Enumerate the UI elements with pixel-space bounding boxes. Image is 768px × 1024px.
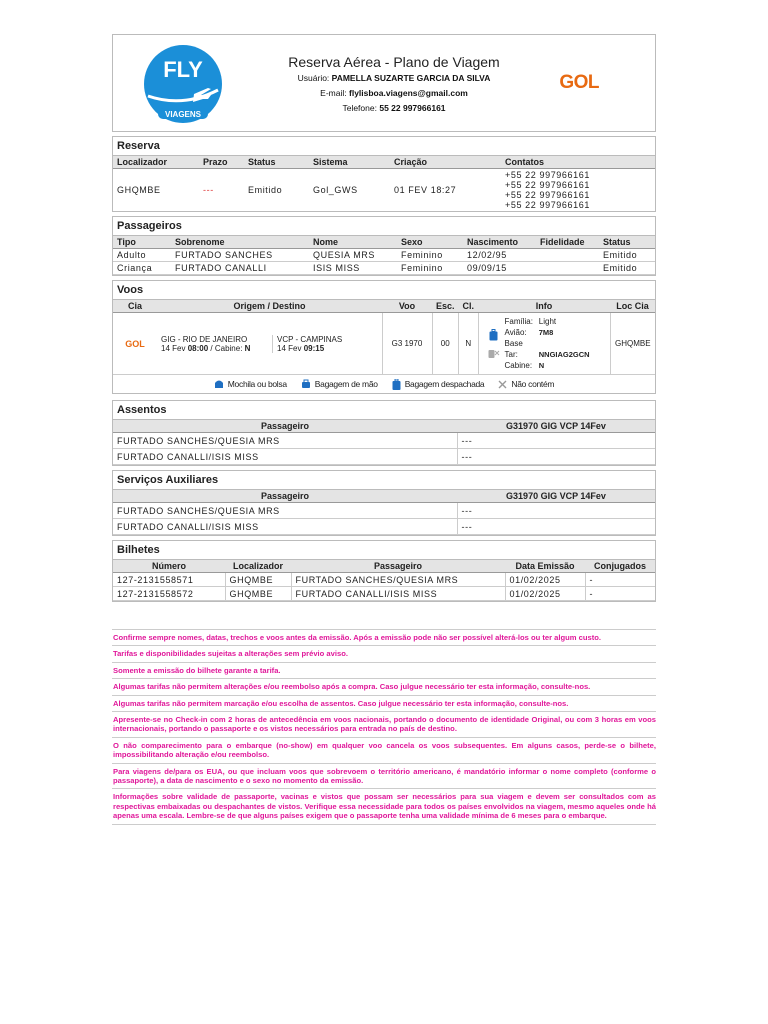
table-row — [113, 449, 655, 465]
ticket-number: 127-2131558572 — [113, 587, 225, 601]
sistema: Gol_GWS — [313, 185, 358, 195]
passageiros-table — [113, 236, 655, 275]
col-header: Tipo — [113, 236, 171, 249]
col-header: Localizador — [113, 156, 199, 169]
note-item: O não comparecimento para o embarque (no-show) em qualquer voo cancela os voos subsequentes. Em alguns casos, perde-se o bilhete, impossibilitando alteração e/ou reembolso. — [112, 738, 656, 764]
note-item: Somente a emissão do bilhete garante a tarifa. — [112, 663, 656, 679]
contact-phone: +55 22 997966161 — [505, 170, 590, 180]
bilhetes-table — [113, 560, 655, 601]
cabine-value: N — [538, 361, 545, 370]
familia-value: Light — [538, 317, 557, 326]
note-item: Confirme sempre nomes, datas, trechos e voos antes da emissão. Após a emissão pode não ser possível alterá-los ou ter algum custo. — [112, 630, 656, 646]
col-header: Data Emissão — [505, 560, 585, 573]
col-header: Número — [113, 560, 225, 573]
cell: FURTADO CANALLI — [171, 262, 309, 275]
table-row — [113, 503, 655, 519]
cell: FURTADO SANCHES/QUESIA MRS — [113, 433, 457, 449]
legend-item — [214, 379, 287, 389]
contacts-list — [501, 169, 655, 212]
flight-number: G3 1970 — [382, 313, 432, 375]
col-header: Status — [599, 236, 655, 249]
cell: Criança — [113, 262, 171, 275]
legend-label: Mochila ou bolsa — [227, 379, 287, 389]
cell: - — [585, 587, 655, 601]
legend-label: Bagagem de mão — [314, 379, 378, 389]
cell: Feminino — [397, 262, 463, 275]
table-row — [113, 519, 655, 535]
assentos-section — [112, 400, 656, 466]
cell: Emitido — [599, 249, 655, 262]
cell: FURTADO SANCHES/QUESIA MRS — [113, 503, 457, 519]
email-label: E-mail: — [320, 88, 347, 98]
col-header: Nascimento — [463, 236, 536, 249]
cell: FURTADO SANCHES/QUESIA MRS — [291, 573, 505, 587]
passageiros-title: Passageiros — [113, 217, 655, 236]
voos-title: Voos — [113, 281, 655, 300]
note-item: Tarifas e disponibilidades sujeitas a alterações sem prévio aviso. — [112, 646, 656, 662]
col-header: Cl. — [459, 300, 479, 313]
bag-not-included-icon — [488, 347, 500, 359]
cabin-value: N — [244, 343, 251, 353]
phone-line — [113, 103, 655, 113]
col-header: G31970 GIG VCP 14Fev — [457, 490, 655, 503]
ticket-number: 127-2131558571 — [113, 573, 225, 587]
col-header: Localizador — [225, 560, 291, 573]
destination-airport: VCP - CAMPINAS — [277, 334, 343, 344]
table-row — [113, 249, 655, 262]
cell: FURTADO CANALLI/ISIS MISS — [113, 449, 457, 465]
table-row — [113, 433, 655, 449]
cell: FURTADO SANCHES — [171, 249, 309, 262]
cell: --- — [457, 433, 655, 449]
reserva-table — [113, 156, 655, 211]
origin-date: 14 Fev — [161, 343, 186, 353]
col-header: Loc Cia — [610, 300, 655, 313]
prazo: --- — [203, 185, 214, 195]
notes-list — [112, 629, 656, 825]
familia-label: Família: — [504, 317, 533, 326]
contact-phone: +55 22 997966161 — [505, 200, 590, 210]
cell: FURTADO CANALLI/ISIS MISS — [113, 519, 457, 535]
contact-phone: +55 22 997966161 — [505, 180, 590, 190]
base-label: Base Tar: — [504, 339, 523, 359]
cell: --- — [457, 449, 655, 465]
gol-icon — [113, 313, 157, 375]
cell: 09/09/15 — [463, 262, 536, 275]
note-item: Apresente-se no Check-in com 2 horas de antecedência em voos nacionais, portando o documento de identidade Original, ou com 3 horas em voos internacionais, portando o passaporte e os vistos necessários para entrada no país de destino. — [112, 712, 656, 738]
cell: Adulto — [113, 249, 171, 262]
cell: QUESIA MRS — [309, 249, 397, 262]
itinerary-page — [112, 34, 656, 825]
origin-time — [161, 344, 268, 353]
base-value: NNGIAG2GCN — [538, 350, 590, 359]
col-header: Cia — [113, 300, 157, 313]
email-value[interactable]: flylisboa.viagens@gmail.com — [349, 88, 468, 98]
reserva-title: Reserva — [113, 137, 655, 156]
destination-date: 14 Fev — [277, 343, 302, 353]
legend-item — [498, 379, 554, 389]
legend-item — [392, 379, 485, 390]
assentos-table — [113, 420, 655, 465]
cell — [536, 249, 599, 262]
col-header: Criação — [390, 156, 501, 169]
col-header: Passageiro — [291, 560, 505, 573]
cabine-label: Cabine: — [504, 361, 533, 370]
cell: Feminino — [397, 249, 463, 262]
checked-bag-icon — [392, 379, 401, 390]
destination-time — [277, 344, 342, 353]
cell: 01/02/2025 — [505, 587, 585, 601]
col-header: Passageiro — [113, 490, 457, 503]
col-header: G31970 GIG VCP 14Fev — [457, 420, 655, 433]
col-header: Origem / Destino — [157, 300, 382, 313]
hand-bag-icon — [301, 379, 311, 389]
cell: - — [585, 573, 655, 587]
cell: --- — [457, 519, 655, 535]
servicos-section — [112, 470, 656, 536]
table-row — [113, 587, 655, 601]
backpack-icon — [214, 379, 224, 389]
col-header: Passageiro — [113, 420, 457, 433]
col-header: Nome — [309, 236, 397, 249]
cell: ISIS MISS — [309, 262, 397, 275]
passageiros-section — [112, 216, 656, 276]
cell: GHQMBE — [225, 587, 291, 601]
x-icon — [498, 380, 507, 389]
voos-table — [113, 300, 655, 375]
origin-hour: 08:00 — [187, 343, 209, 353]
col-header: Sexo — [397, 236, 463, 249]
gol-logo: GOL — [559, 72, 599, 93]
legend-label: Não contém — [511, 379, 555, 389]
reserva-section — [112, 136, 656, 212]
page-title: Reserva Aérea - Plano de Viagem — [288, 54, 500, 70]
svg-text:VIAGENS: VIAGENS — [164, 110, 202, 119]
cell: 12/02/95 — [463, 249, 536, 262]
col-header: Esc. — [432, 300, 459, 313]
cabin-label: / Cabine: — [210, 343, 243, 353]
contact-phone: +55 22 997966161 — [505, 190, 590, 200]
col-header: Fidelidade — [536, 236, 599, 249]
cia-label: GOL — [125, 338, 145, 349]
cell: FURTADO CANALLI/ISIS MISS — [291, 587, 505, 601]
user-name: PAMELLA SUZARTE GARCIA DA SILVA — [331, 73, 491, 83]
loc-cia: GHQMBE — [610, 313, 655, 375]
servicos-title: Serviços Auxiliares — [113, 471, 655, 490]
col-header: Sobrenome — [171, 236, 309, 249]
origin-destination — [157, 313, 382, 375]
cell: --- — [457, 503, 655, 519]
note-item: Algumas tarifas não permitem alterações e/ou reembolso após a compra. Caso julgue necessário ter esta informação, consulte-nos. — [112, 679, 656, 695]
info-grid — [505, 316, 590, 371]
svg-text:FLY: FLY — [163, 57, 203, 82]
table-row — [113, 573, 655, 587]
aviao-value: 7M8 — [538, 328, 554, 337]
col-header: Prazo — [199, 156, 244, 169]
note-item: Algumas tarifas não permitem marcação e/ou escolha de assentos. Caso julgue necessário ter esta informação, consulte-nos. — [112, 696, 656, 712]
table-row — [113, 262, 655, 275]
bilhetes-title: Bilhetes — [113, 541, 655, 560]
servicos-table — [113, 490, 655, 535]
assentos-title: Assentos — [113, 401, 655, 420]
phone-value: 55 22 997966161 — [379, 103, 446, 113]
stops: 00 — [432, 313, 459, 375]
voos-section — [112, 280, 656, 394]
col-header: Sistema — [309, 156, 390, 169]
col-header: Voo — [382, 300, 432, 313]
status: Emitido — [248, 185, 283, 195]
aviao-label: Avião: — [504, 328, 527, 337]
cell: GHQMBE — [225, 573, 291, 587]
flight-row — [113, 313, 655, 375]
note-item: Para viagens de/para os EUA, ou que incluam voos que sobrevoem o território americano, é mandatório informar o nome completo (conforme o passaporte), a data de nascimento e o sexo no momento da emissão. — [112, 764, 656, 790]
checked-bag-icon — [489, 329, 498, 341]
col-header: Status — [244, 156, 309, 169]
bilhetes-section — [112, 540, 656, 602]
cell: 01/02/2025 — [505, 573, 585, 587]
criacao: 01 FEV 18:27 — [394, 185, 457, 195]
baggage-legend — [113, 375, 655, 393]
cell — [536, 262, 599, 275]
user-label: Usuário: — [297, 73, 330, 83]
cell: Emitido — [599, 262, 655, 275]
phone-label: Telefone: — [342, 103, 377, 113]
legend-item — [301, 379, 378, 389]
note-item: Informações sobre validade de passaporte, vacinas e vistos que possam ser necessários para sua viagem e devem ser consultados com as respectivas embaixadas ou despachantes de vistos. Verifique essa necessidade para todos os países envolvidos na viagem, mesmo aqueles onde há apenas uma escala. Lembre-se de que alguns países exigem que o passaporte tenha uma validade mínima de 6 meses para o embarque. — [112, 789, 656, 824]
col-header: Info — [478, 300, 610, 313]
col-header: Conjugados — [585, 560, 655, 573]
class: N — [459, 313, 479, 375]
destination-hour: 09:15 — [303, 343, 325, 353]
legend-label: Bagagem despachada — [404, 379, 485, 389]
origin-airport: GIG - RIO DE JANEIRO — [161, 334, 248, 344]
localizador: GHQMBE — [117, 185, 161, 195]
flight-info — [478, 313, 610, 375]
col-header: Contatos — [501, 156, 655, 169]
document-header — [112, 34, 656, 132]
